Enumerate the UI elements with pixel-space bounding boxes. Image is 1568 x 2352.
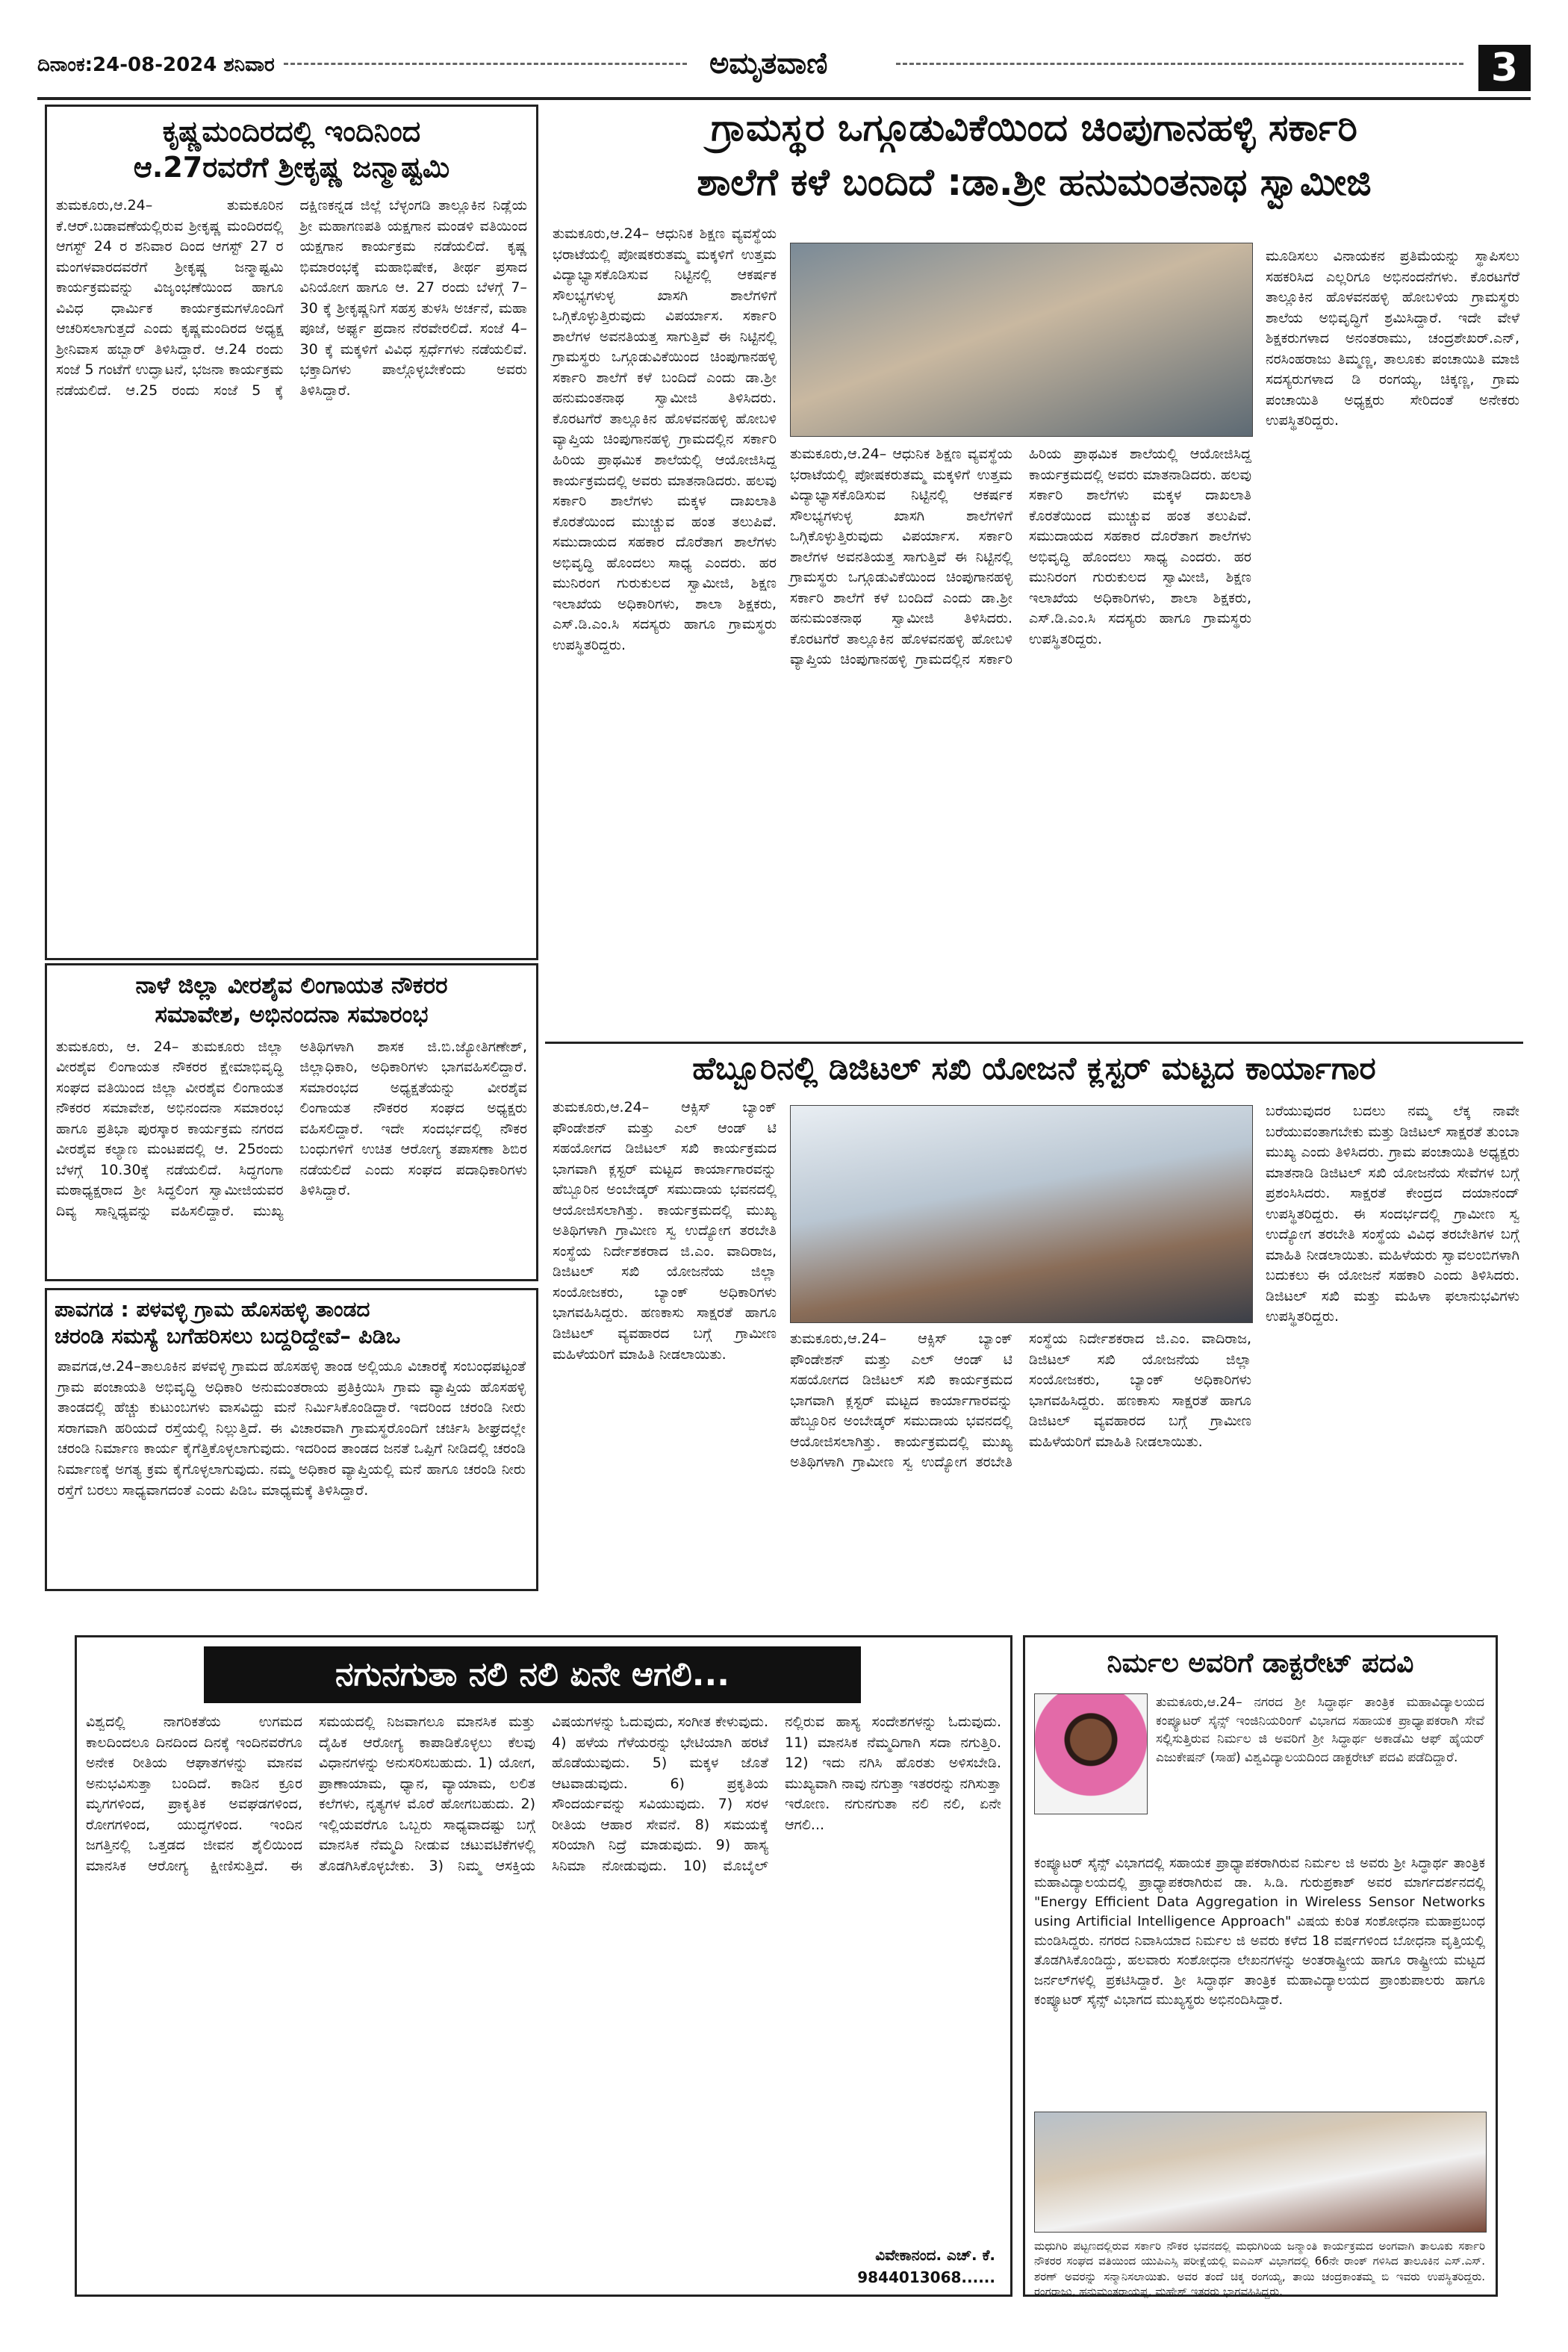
section-rule	[545, 1042, 1523, 1044]
headline: ಕೃಷ್ಣಮಂದಿರದಲ್ಲಿ ಇಂದಿನಿಂದ	[162, 115, 421, 148]
author-phone: 9844013068......	[857, 2268, 995, 2286]
newspaper-title: ಅಮೃತವಾಣಿ	[709, 46, 828, 81]
article-laugh	[75, 1635, 1012, 2297]
article-krishna	[45, 105, 538, 960]
digital-body-right: ಬರೆಯುವುದರ ಬದಲು ನಮ್ಮ ಲೆಕ್ಕ ನಾವೇ ಬರೆಯುವಂತಾಗಬೇಕು ಮತ್ತು ಡಿಜಿಟಲ್ ಸಾಕ್ಷರತೆ ತುಂಬಾ ಮುಖ್ಯ ಎಂದು ತಿಳಿಸಿದರು. ಗ್ರಾಮ ಪಂಚಾಯಿತಿ ಅಧ್ಯಕ್ಷರು ಮಾತನಾಡಿ ಡಿಜಿಟಲ್ ಸಖಿ ಯೋಜನೆಯ ಸೇವೆಗಳ ಬಗ್ಗೆ ಪ್ರಶಂಸಿಸಿದರು. ಸಾಕ್ಷರತೆ ಕೇಂದ್ರದ ದಯಾನಂದ್ ಉಪಸ್ಥಿತರಿದ್ದರು. ಈ ಸಂದರ್ಭದಲ್ಲಿ ಗ್ರಾಮೀಣ ಸ್ವ ಉದ್ಯೋಗ ತರಬೇತಿ ಸಂಸ್ಥೆಯ ವಿವಿಧ ತರಬೇತಿಗಳ ಬಗ್ಗೆ ಮಾಹಿತಿ ನೀಡಲಾಯಿತು. ಮಹಿಳೆಯರು ಸ್ವಾವಲಂಬಿಗಳಾಗಿ ಬದುಕಲು ಈ ಯೋಜನೆ ಸಹಕಾರಿ ಎಂದು ತಿಳಿಸಿದರು. ಡಿಜಿಟಲ್ ಸಖಿ ಮತ್ತು ಮಹಿಳಾ ಫಲಾನುಭವಿಗಳು ಉಪಸ್ಥಿತರಿದ್ದರು.	[1266, 1103, 1519, 1325]
headline-line-2: ಚರಂಡಿ ಸಮಸ್ಯೆ ಬಗೆಹರಿಸಲು ಬದ್ದರಿದ್ದೇವೆ– ಪಿಡಿಒ	[55, 1323, 401, 1348]
school-body-middle: ತುಮಕೂರು,ಆ.24– ಆಧುನಿಕ ಶಿಕ್ಷಣ ವ್ಯವಸ್ಥೆಯ ಭರಾಟೆಯಲ್ಲಿ ಪೋಷಕರುತಮ್ಮ ಮಕ್ಕಳಿಗೆ ಉತ್ತಮ ವಿದ್ಯಾಭ್ಯಾಸಕೊಡಿಸುವ ನಿಟ್ಟಿನಲ್ಲಿ ಆಕರ್ಷಕ ಸೌಲಭ್ಯಗಳುಳ್ಳ ಖಾಸಗಿ ಶಾಲೆಗಳಿಗೆ ಒಗ್ಗಿಕೊಳ್ಳುತ್ತಿರುವುದು ವಿಪರ್ಯಾಸ. ಸರ್ಕಾರಿ ಶಾಲೆಗಳ ಅವನತಿಯತ್ತ ಸಾಗುತ್ತಿವೆ ಈ ನಿಟ್ಟಿನಲ್ಲಿ ಗ್ರಾಮಸ್ಥರು ಒಗ್ಗೂಡುವಿಕೆಯಿಂದ ಚಿಂಪುಗಾನಹಳ್ಳಿ ಸರ್ಕಾರಿ ಶಾಲೆಗೆ ಕಳೆ ಬಂದಿದೆ ಎಂದು ಡಾ.ಶ್ರೀ ಹನುಮಂತನಾಥ ಸ್ವಾಮೀಜಿ ತಿಳಿಸಿದರು. ಕೊರಟಗೆರೆ ತಾಲ್ಲೂಕಿನ ಹೊಳವನಹಳ್ಳಿ ಹೋಬಳಿ ವ್ಯಾಪ್ತಿಯ ಚಿಂಪುಗಾನಹಳ್ಳಿ ಗ್ರಾಮದಲ್ಲಿನ ಸರ್ಕಾರಿ ಹಿರಿಯ ಪ್ರಾಥಮಿಕ ಶಾಲೆಯಲ್ಲಿ ಆಯೋಜಿಸಿದ್ದ ಕಾರ್ಯಕ್ರಮದಲ್ಲಿ ಅವರು ಮಾತನಾಡಿದರು. ಹಲವು ಸರ್ಕಾರಿ ಶಾಲೆಗಳು ಮಕ್ಕಳ ದಾಖಲಾತಿ ಕೊರತೆಯಿಂದ ಮುಚ್ಚುವ ಹಂತ ತಲುಪಿವೆ. ಸಮುದಾಯದ ಸಹಕಾರ ದೊರೆತಾಗ ಶಾಲೆಗಳು ಅಭಿವೃದ್ಧಿ ಹೊಂದಲು ಸಾಧ್ಯ ಎಂದರು. ಹರ ಮುನಿರಂಗ ಗುರುಕುಲದ ಸ್ವಾಮೀಜಿ, ಶಿಕ್ಷಣ ಇಲಾಖೆಯ ಅಧಿಕಾರಿಗಳು, ಶಾಲಾ ಶಿಕ್ಷಕರು, ಎಸ್.ಡಿ.ಎಂ.ಸಿ ಸದಸ್ಯರು ಹಾಗೂ ಗ್ರಾಮಸ್ಥರು ಉಪಸ್ಥಿತರಿದ್ದರು.	[790, 446, 1251, 668]
masthead-rule-right	[896, 63, 1463, 65]
workshop-photo	[790, 1105, 1253, 1323]
headline: ನಿರ್ಮಲ ಅವರಿಗೆ ಡಾಕ್ಟರೇಟ್ ಪದವಿ	[1107, 1648, 1414, 1679]
article-pavagada	[45, 1288, 538, 1591]
author-name: ವಿವೇಕಾನಂದ. ಎಚ್. ಕೆ.	[875, 2246, 995, 2264]
headline: ಗ್ರಾಮಸ್ಥರ ಒಗ್ಗೂಡುವಿಕೆಯಿಂದ ಚಿಂಪುಗಾನಹಳ್ಳಿ ಸರ್ಕಾರಿ	[711, 106, 1357, 149]
headline: ನಗುನಗುತಾ ನಲಿ ನಲಿ ಏನೇ ಆಗಲಿ...	[204, 1646, 861, 1703]
headline-line-2: ಆ.27ರವರೆಗೆ ಶ್ರೀಕೃಷ್ಣ ಜನ್ಮಾಷ್ಟಮಿ	[133, 150, 450, 184]
issue-date: ದಿನಾಂಕ:24-08-2024 ಶನಿವಾರ	[37, 54, 275, 76]
page-number: 3	[1478, 45, 1531, 91]
school-headline-block	[545, 105, 1523, 217]
digital-body-middle: ತುಮಕೂರು,ಆ.24– ಆಕ್ಸಿಸ್ ಬ್ಯಾಂಕ್ ಫೌಂಡೇಶನ್ ಮತ್ತು ಎಲ್ ಆಂಡ್ ಟಿ ಸಹಯೋಗದ ಡಿಜಿಟಲ್ ಸಖಿ ಕಾರ್ಯಕ್ರಮದ ಭಾಗವಾಗಿ ಕ್ಲಸ್ಟರ್ ಮಟ್ಟದ ಕಾರ್ಯಾಗಾರವನ್ನು ಹೆಬ್ಬೂರಿನ ಅಂಬೇಡ್ಕರ್ ಸಮುದಾಯ ಭವನದಲ್ಲಿ ಆಯೋಜಿಸಲಾಗಿತ್ತು. ಕಾರ್ಯಕ್ರಮದಲ್ಲಿ ಮುಖ್ಯ ಅತಿಥಿಗಳಾಗಿ ಗ್ರಾಮೀಣ ಸ್ವ ಉದ್ಯೋಗ ತರಬೇತಿ ಸಂಸ್ಥೆಯ ನಿರ್ದೇಶಕರಾದ ಜಿ.ಎಂ. ವಾದಿರಾಜ, ಡಿಜಿಟಲ್ ಸಖಿ ಯೋಜನೆಯ ಜಿಲ್ಲಾ ಸಂಯೋಜಕರು, ಬ್ಯಾಂಕ್ ಅಧಿಕಾರಿಗಳು ಭಾಗವಹಿಸಿದ್ದರು. ಹಣಕಾಸು ಸಾಕ್ಷರತೆ ಹಾಗೂ ಡಿಜಿಟಲ್ ವ್ಯವಹಾರದ ಬಗ್ಗೆ ಗ್ರಾಮೀಣ ಮಹಿಳೆಯರಿಗೆ ಮಾಹಿತಿ ನೀಡಲಾಯಿತು.	[790, 1331, 1251, 1471]
school-body-right: ಮೂಡಿಸಲು ವಿನಾಯಕನ ಪ್ರತಿಮೆಯನ್ನು ಸ್ಥಾಪಿಸಲು ಸಹಕರಿಸಿದ ಎಲ್ಲರಿಗೂ ಅಭಿನಂದನೆಗಳು. ಕೊರಟಗೆರೆ ತಾಲ್ಲೂಕಿನ ಹೊಳವನಹಳ್ಳಿ ಹೋಬಳಿಯ ಗ್ರಾಮಸ್ಥರು ಶಾಲೆಯ ಅಭಿವೃದ್ಧಿಗೆ ಶ್ರಮಿಸಿದ್ದಾರೆ. ಇದೇ ವೇಳೆ ಶಿಕ್ಷಕರುಗಳಾದ ಅನಂತರಾಮು, ಚಂದ್ರಶೇಖರ್.ಎನ್, ನರಸಿಂಹರಾಜು ತಿಮ್ಮಣ್ಣ, ತಾಲೂಕು ಪಂಚಾಯಿತಿ ಮಾಜಿ ಸದಸ್ಯರುಗಳಾದ ಡಿ ರಂಗಯ್ಯ, ಚಿಕ್ಕಣ್ಣ, ಗ್ರಾಮ ಪಂಚಾಯಿತಿ ಅಧ್ಯಕ್ಷರು ಸೇರಿದಂತೆ ಅನೇಕರು ಉಪಸ್ಥಿತರಿದ್ದರು.	[1266, 248, 1519, 429]
article-body-intro: ತುಮಕೂರು,ಆ.24– ನಗರದ ಶ್ರೀ ಸಿದ್ಧಾರ್ಥ ತಾಂತ್ರಿಕ ಮಹಾವಿದ್ಯಾಲಯದ ಕಂಪ್ಯೂಟರ್ ಸೈನ್ಸ್ ಇಂಜಿನಿಯರಿಂಗ್ ವಿಭಾಗದ ಸಹಾಯಕ ಪ್ರಾಧ್ಯಾಪಕರಾಗಿ ಸೇವೆ ಸಲ್ಲಿಸುತ್ತಿರುವ ನಿರ್ಮಲ ಜಿ ಅವರಿಗೆ ಶ್ರೀ ಸಿದ್ಧಾರ್ಥ ಅಕಾಡೆಮಿ ಆಫ್ ಹೈಯರ್ ಎಜುಕೇಷನ್ (ಸಾಹೆ) ವಿಶ್ವವಿದ್ಯಾಲಯದಿಂದ ಡಾಕ್ಟರೇಟ್ ಪದವಿ ಪಡೆದಿದ್ದಾರೆ.	[1156, 1695, 1484, 1765]
article-veerashaiva	[45, 963, 538, 1281]
article-doctorate	[1023, 1635, 1498, 2297]
headline-line-2: ಸಮಾವೇಶ, ಅಭಿನಂದನಾ ಸಮಾರಂಭ	[155, 1001, 429, 1028]
felicitation-photo	[1034, 2112, 1487, 2233]
article-body: ಪಾವಗಡ,ಆ.24–ತಾಲೂಕಿನ ಪಳವಳ್ಳಿ ಗ್ರಾಮದ ಹೊಸಹಳ್ಳಿ ತಾಂಡ ಅಲ್ಲಿಯೂ ವಿಚಾರಕ್ಕೆ ಸಂಬಂಧಪಟ್ಟಂತೆ ಗ್ರಾಮ ಪಂಚಾಯತಿ ಅಭಿವೃದ್ಧಿ ಅಧಿಕಾರಿ ಅನುಮಂತರಾಯ ಪ್ರತಿಕ್ರಿಯಿಸಿ ಗ್ರಾಮ ವ್ಯಾಪ್ತಿಯ ಹೊಸಹಳ್ಳಿ ತಾಂಡದಲ್ಲಿ ಹೆಚ್ಚು ಕುಟುಂಬಗಳು ವಾಸವಿದ್ದು ಮನೆ ನಿರ್ಮಿಸಿಕೊಂಡಿದ್ದಾರೆ. ಇದರಿಂದ ಚರಂಡಿ ನೀರು ಸರಾಗವಾಗಿ ಹರಿಯದೆ ರಸ್ತೆಯಲ್ಲಿ ನಿಲ್ಲುತ್ತಿದೆ. ಈ ವಿಚಾರವಾಗಿ ಗ್ರಾಮಸ್ಥರೊಂದಿಗೆ ಚರ್ಚಿಸಿ ಶೀಘ್ರದಲ್ಲೇ ಚರಂಡಿ ನಿರ್ಮಾಣ ಕಾರ್ಯ ಕೈಗೆತ್ತಿಕೊಳ್ಳಲಾಗುವುದು. ಇದರಿಂದ ತಾಂಡದ ಜನತೆ ಒಪ್ಪಿಗೆ ನೀಡಿದಲ್ಲಿ ಚರಂಡಿ ನಿರ್ಮಾಣಕ್ಕೆ ಅಗತ್ಯ ಕ್ರಮ ಕೈಗೊಳ್ಳಲಾಗುವುದು. ನಮ್ಮ ಅಧಿಕಾರ ವ್ಯಾಪ್ತಿಯಲ್ಲಿ ಮನೆ ಹಾಗೂ ಚರಂಡಿ ನೀರು ರಸ್ತೆಗೆ ಬರಲು ಸಾಧ್ಯವಾಗದಂತೆ ಎಂದು ಪಿಡಿಒ ಮಾಧ್ಯಮಕ್ಕೆ ತಿಳಿಸಿದ್ದಾರೆ.	[57, 1358, 526, 1499]
digital-headline: ಹೆಬ್ಬೂರಿನಲ್ಲಿ ಡಿಜಿಟಲ್ ಸಖಿ ಯೋಜನೆ ಕ್ಲಸ್ಟರ್ ಮಟ್ಟದ ಕಾರ್ಯಾಗಾರ	[692, 1050, 1376, 1086]
article-body-main: ಕಂಪ್ಯೂಟರ್ ಸೈನ್ಸ್ ವಿಭಾಗದಲ್ಲಿ ಸಹಾಯಕ ಪ್ರಾಧ್ಯಾಪಕರಾಗಿರುವ ನಿರ್ಮಲ ಜಿ ಅವರು ಶ್ರೀ ಸಿದ್ಧಾರ್ಥ ತಾಂತ್ರಿಕ ಮಹಾವಿದ್ಯಾಲಯದಲ್ಲಿ ಪ್ರಾಧ್ಯಾಪಕರಾಗಿರುವ ಡಾ. ಸಿ.ಡಿ. ಗುರುಪ್ರಕಾಶ್ ಅವರ ಮಾರ್ಗದರ್ಶನದಲ್ಲಿ "Energy Efficient Data Aggregation in Wireless Sensor Networks using Artificial Intelligence Approach" ವಿಷಯ ಕುರಿತ ಸಂಶೋಧನಾ ಮಹಾಪ್ರಬಂಧ ಮಂಡಿಸಿದ್ದರು. ನಗರದ ನಿವಾಸಿಯಾದ ನಿರ್ಮಲ ಜಿ ಅವರು ಕಳೆದ 18 ವರ್ಷಗಳಿಂದ ಬೋಧನಾ ವೃತ್ತಿಯಲ್ಲಿ ತೊಡಗಿಸಿಕೊಂಡಿದ್ದು, ಹಲವಾರು ಸಂಶೋಧನಾ ಲೇಖನಗಳನ್ನು ಅಂತರಾಷ್ಟ್ರೀಯ ಹಾಗೂ ರಾಷ್ಟ್ರೀಯ ಮಟ್ಟದ ಜರ್ನಲ್‌ಗಳಲ್ಲಿ ಪ್ರಕಟಿಸಿದ್ದಾರೆ. ಶ್ರೀ ಸಿದ್ಧಾರ್ಥ ತಾಂತ್ರಿಕ ಮಹಾವಿದ್ಯಾಲಯದ ಪ್ರಾಂಶುಪಾಲರು ಹಾಗೂ ಕಂಪ್ಯೂಟರ್ ಸೈನ್ಸ್ ವಿಭಾಗದ ಮುಖ್ಯಸ್ಥರು ಅಭಿನಂದಿಸಿದ್ದಾರೆ.	[1034, 1855, 1485, 2008]
digital-body-left: ತುಮಕೂರು,ಆ.24– ಆಕ್ಸಿಸ್ ಬ್ಯಾಂಕ್ ಫೌಂಡೇಶನ್ ಮತ್ತು ಎಲ್ ಆಂಡ್ ಟಿ ಸಹಯೋಗದ ಡಿಜಿಟಲ್ ಸಖಿ ಕಾರ್ಯಕ್ರಮದ ಭಾಗವಾಗಿ ಕ್ಲಸ್ಟರ್ ಮಟ್ಟದ ಕಾರ್ಯಾಗಾರವನ್ನು ಹೆಬ್ಬೂರಿನ ಅಂಬೇಡ್ಕರ್ ಸಮುದಾಯ ಭವನದಲ್ಲಿ ಆಯೋಜಿಸಲಾಗಿತ್ತು. ಕಾರ್ಯಕ್ರಮದಲ್ಲಿ ಮುಖ್ಯ ಅತಿಥಿಗಳಾಗಿ ಗ್ರಾಮೀಣ ಸ್ವ ಉದ್ಯೋಗ ತರಬೇತಿ ಸಂಸ್ಥೆಯ ನಿರ್ದೇಶಕರಾದ ಜಿ.ಎಂ. ವಾದಿರಾಜ, ಡಿಜಿಟಲ್ ಸಖಿ ಯೋಜನೆಯ ಜಿಲ್ಲಾ ಸಂಯೋಜಕರು, ಬ್ಯಾಂಕ್ ಅಧಿಕಾರಿಗಳು ಭಾಗವಹಿಸಿದ್ದರು. ಹಣಕಾಸು ಸಾಕ್ಷರತೆ ಹಾಗೂ ಡಿಜಿಟಲ್ ವ್ಯವಹಾರದ ಬಗ್ಗೆ ಗ್ರಾಮೀಣ ಮಹಿಳೆಯರಿಗೆ ಮಾಹಿತಿ ನೀಡಲಾಯಿತು.	[553, 1099, 777, 1363]
school-event-photo	[790, 243, 1253, 437]
portrait-photo	[1034, 1693, 1148, 1814]
headline: ಪಾವಗಡ : ಪಳವಳ್ಳಿ ಗ್ರಾಮ ಹೊಸಹಳ್ಳಿ ತಾಂಡದ	[55, 1297, 370, 1322]
masthead-rule-left	[284, 63, 687, 65]
article-body: ತುಮಕೂರು, ಆ. 24– ತುಮಕೂರು ಜಿಲ್ಲಾ ವೀರಶೈವ ಲಿಂಗಾಯತ ನೌಕರರ ಕ್ಷೇಮಾಭಿವೃದ್ಧಿ ಸಂಘದ ವತಿಯಿಂದ ಜಿಲ್ಲಾ ವೀರಶೈವ ಲಿಂಗಾಯತ ನೌಕರರ ಸಮಾವೇಶ, ಅಭಿನಂದನಾ ಸಮಾರಂಭ ಹಾಗೂ ಪ್ರತಿಭಾ ಪುರಸ್ಕಾರ ಕಾರ್ಯಕ್ರಮ ನಗರದ ವೀರಶೈವ ಕಲ್ಯಾಣ ಮಂಟಪದಲ್ಲಿ ಆ. 25ರಂದು ಬೆಳಗ್ಗೆ 10.30ಕ್ಕೆ ನಡೆಯಲಿದೆ. ಸಿದ್ಧಗಂಗಾ ಮಠಾಧ್ಯಕ್ಷರಾದ ಶ್ರೀ ಸಿದ್ಧಲಿಂಗ ಸ್ವಾಮೀಜಿಯವರ ದಿವ್ಯ ಸಾನ್ನಿಧ್ಯವನ್ನು ವಹಿಸಲಿದ್ದಾರೆ. ಮುಖ್ಯ ಅತಿಥಿಗಳಾಗಿ ಶಾಸಕ ಜಿ.ಬಿ.ಜ್ಯೋತಿಗಣೇಶ್, ಜಿಲ್ಲಾಧಿಕಾರಿ, ಅಧಿಕಾರಿಗಳು ಭಾಗವಹಿಸಲಿದ್ದಾರೆ. ಸಮಾರಂಭದ ಅಧ್ಯಕ್ಷತೆಯನ್ನು ವೀರಶೈವ ಲಿಂಗಾಯತ ನೌಕರರ ಸಂಘದ ಅಧ್ಯಕ್ಷರು ವಹಿಸಲಿದ್ದಾರೆ. ಇದೇ ಸಂದರ್ಭದಲ್ಲಿ ನೌಕರ ಬಂಧುಗಳಿಗೆ ಉಚಿತ ಆರೋಗ್ಯ ತಪಾಸಣಾ ಶಿಬಿರ ನಡೆಯಲಿದೆ ಎಂದು ಸಂಘದ ಪದಾಧಿಕಾರಿಗಳು ತಿಳಿಸಿದ್ದಾರೆ.	[56, 1038, 527, 1219]
headline-line-2: ಶಾಲೆಗೆ ಕಳೆ ಬಂದಿದೆ :ಡಾ.ಶ್ರೀ ಹನುಮಂತನಾಥ ಸ್ವಾಮೀಜಿ	[697, 160, 1372, 204]
photo-caption: ಮಧುಗಿರಿ ಪಟ್ಟಣದಲ್ಲಿರುವ ಸರ್ಕಾರಿ ನೌಕರ ಭವನದಲ್ಲಿ ಮಧುಗಿರಿಯ ಜನ್ಮಾಂತಿ ಕಾರ್ಯಕ್ರಮದ ಅಂಗವಾಗಿ ತಾಲೂಕು ಸರ್ಕಾರಿ ನೌಕರರ ಸಂಘದ ವತಿಯಿಂದ ಯುಪಿಎಸ್ಸಿ ಪರೀಕ್ಷೆಯಲ್ಲಿ ಐಎಎಸ್ ವಿಭಾಗದಲ್ಲಿ 66ನೇ ರಾಂಕ್ ಗಳಿಸಿದ ತಾಲೂಕಿನ ಎಸ್.ಎಸ್. ಶರಣ್ ಅವರನ್ನು ಸನ್ಮಾನಿಸಲಾಯಿತು. ಅವರ ತಂದೆ ಚಿಕ್ಕ ರಂಗಯ್ಯ, ತಾಯಿ ಚಂದ್ರಕಾಂತಮ್ಮ ಬಿ ಇವರು ಉಪಸ್ಥಿತರಿದ್ದರು. ರಂಗರಾಜು, ಹನುಮಂತರಾಯಪ್ಪ, ಮಹೇಶ್ ಇತರರು ಭಾಗವಹಿಸಿದ್ದರು.	[1034, 2239, 1485, 2298]
headline: ನಾಳೆ ಜಿಲ್ಲಾ ವೀರಶೈವ ಲಿಂಗಾಯತ ನೌಕರರ	[135, 972, 448, 999]
masthead	[37, 45, 1531, 100]
article-body: ವಿಶ್ವದಲ್ಲಿ ನಾಗರಿಕತೆಯ ಉಗಮದ ಕಾಲದಿಂದಲೂ ದಿನದಿಂದ ದಿನಕ್ಕೆ ಇಂದಿನವರೆಗೂ ಅನೇಕ ರೀತಿಯ ಆಘಾತಗಳನ್ನು ಮಾನವ ಅನುಭವಿಸುತ್ತಾ ಬಂದಿದೆ. ಕಾಡಿನ ಕ್ರೂರ ಮೃಗಗಳಿಂದ, ಪ್ರಾಕೃತಿಕ ಅವಘಡಗಳಿಂದ, ರೋಗಗಳಿಂದ, ಯುದ್ಧಗಳಿಂದ. ಇಂದಿನ ಜಗತ್ತಿನಲ್ಲಿ ಒತ್ತಡದ ಜೀವನ ಶೈಲಿಯಿಂದ ಮಾನಸಿಕ ಆರೋಗ್ಯ ಕ್ಷೀಣಿಸುತ್ತಿದೆ. ಈ ಸಮಯದಲ್ಲಿ ನಿಜವಾಗಲೂ ಮಾನಸಿಕ ಮತ್ತು ದೈಹಿಕ ಆರೋಗ್ಯ ಕಾಪಾಡಿಕೊಳ್ಳಲು ಕೆಲವು ವಿಧಾನಗಳನ್ನು ಅನುಸರಿಸಬಹುದು. 1) ಯೋಗ, ಪ್ರಾಣಾಯಾಮ, ಧ್ಯಾನ, ವ್ಯಾಯಾಮ, ಲಲಿತ ಕಲೆಗಳು, ನೃತ್ಯಗಳ ಮೊರೆ ಹೋಗಬಹುದು. 2) ಇಲ್ಲಿಯವರೆಗೂ ಒಬ್ಬರು ಸಾಧ್ಯವಾದಷ್ಟು ಬಗ್ಗೆ ಮಾನಸಿಕ ನೆಮ್ಮದಿ ನೀಡುವ ಚಟುವಟಿಕೆಗಳಲ್ಲಿ ತೊಡಗಿಸಿಕೊಳ್ಳಬೇಕು. 3) ನಿಮ್ಮ ಆಸಕ್ತಿಯ ವಿಷಯಗಳನ್ನು ಓದುವುದು, ಸಂಗೀತ ಕೇಳುವುದು. 4) ಹಳೆಯ ಗೆಳೆಯರನ್ನು ಭೇಟಿಯಾಗಿ ಹರಟೆ ಹೊಡೆಯುವುದು. 5) ಮಕ್ಕಳ ಜೊತೆ ಆಟವಾಡುವುದು. 6) ಪ್ರಕೃತಿಯ ಸೌಂದರ್ಯವನ್ನು ಸವಿಯುವುದು. 7) ಸರಳ ರೀತಿಯ ಆಹಾರ ಸೇವನೆ. 8) ಸಮಯಕ್ಕೆ ಸರಿಯಾಗಿ ನಿದ್ರೆ ಮಾಡುವುದು. 9) ಹಾಸ್ಯ ಸಿನಿಮಾ ನೋಡುವುದು. 10) ಮೊಬೈಲ್ ನಲ್ಲಿರುವ ಹಾಸ್ಯ ಸಂದೇಶಗಳನ್ನು ಓದುವುದು. 11) ಮಾನಸಿಕ ನೆಮ್ಮದಿಗಾಗಿ ಸದಾ ನಗುತ್ತಿರಿ. 12) ಇದು ನಗಿಸಿ ಹೊರತು ಅಳಿಸಬೇಡಿ. ಮುಖ್ಯವಾಗಿ ನಾವು ನಗುತ್ತಾ ಇತರರನ್ನು ನಗಿಸುತ್ತಾ ಇರೋಣ. ನಗುನಗುತಾ ನಲಿ ನಲಿ, ಏನೇ ಆಗಲಿ...	[86, 1714, 1001, 1874]
school-body-left: ತುಮಕೂರು,ಆ.24– ಆಧುನಿಕ ಶಿಕ್ಷಣ ವ್ಯವಸ್ಥೆಯ ಭರಾಟೆಯಲ್ಲಿ ಪೋಷಕರುತಮ್ಮ ಮಕ್ಕಳಿಗೆ ಉತ್ತಮ ವಿದ್ಯಾಭ್ಯಾಸಕೊಡಿಸುವ ನಿಟ್ಟಿನಲ್ಲಿ ಆಕರ್ಷಕ ಸೌಲಭ್ಯಗಳುಳ್ಳ ಖಾಸಗಿ ಶಾಲೆಗಳಿಗೆ ಒಗ್ಗಿಕೊಳ್ಳುತ್ತಿರುವುದು ವಿಪರ್ಯಾಸ. ಸರ್ಕಾರಿ ಶಾಲೆಗಳ ಅವನತಿಯತ್ತ ಸಾಗುತ್ತಿವೆ ಈ ನಿಟ್ಟಿನಲ್ಲಿ ಗ್ರಾಮಸ್ಥರು ಒಗ್ಗೂಡುವಿಕೆಯಿಂದ ಚಿಂಪುಗಾನಹಳ್ಳಿ ಸರ್ಕಾರಿ ಶಾಲೆಗೆ ಕಳೆ ಬಂದಿದೆ ಎಂದು ಡಾ.ಶ್ರೀ ಹನುಮಂತನಾಥ ಸ್ವಾಮೀಜಿ ತಿಳಿಸಿದರು. ಕೊರಟಗೆರೆ ತಾಲ್ಲೂಕಿನ ಹೊಳವನಹಳ್ಳಿ ಹೋಬಳಿ ವ್ಯಾಪ್ತಿಯ ಚಿಂಪುಗಾನಹಳ್ಳಿ ಗ್ರಾಮದಲ್ಲಿನ ಸರ್ಕಾರಿ ಹಿರಿಯ ಪ್ರಾಥಮಿಕ ಶಾಲೆಯಲ್ಲಿ ಆಯೋಜಿಸಿದ್ದ ಕಾರ್ಯಕ್ರಮದಲ್ಲಿ ಅವರು ಮಾತನಾಡಿದರು. ಹಲವು ಸರ್ಕಾರಿ ಶಾಲೆಗಳು ಮಕ್ಕಳ ದಾಖಲಾತಿ ಕೊರತೆಯಿಂದ ಮುಚ್ಚುವ ಹಂತ ತಲುಪಿವೆ. ಸಮುದಾಯದ ಸಹಕಾರ ದೊರೆತಾಗ ಶಾಲೆಗಳು ಅಭಿವೃದ್ಧಿ ಹೊಂದಲು ಸಾಧ್ಯ ಎಂದರು. ಹರ ಮುನಿರಂಗ ಗುರುಕುಲದ ಸ್ವಾಮೀಜಿ, ಶಿಕ್ಷಣ ಇಲಾಖೆಯ ಅಧಿಕಾರಿಗಳು, ಶಾಲಾ ಶಿಕ್ಷಕರು, ಎಸ್.ಡಿ.ಎಂ.ಸಿ ಸದಸ್ಯರು ಹಾಗೂ ಗ್ರಾಮಸ್ಥರು ಉಪಸ್ಥಿತರಿದ್ದರು.	[553, 225, 777, 653]
article-body: ತುಮಕೂರು,ಆ.24– ತುಮಕೂರಿನ ಕೆ.ಆರ್.ಬಡಾವಣೆಯಲ್ಲಿರುವ ಶ್ರೀಕೃಷ್ಣ ಮಂದಿರದಲ್ಲಿ ಆಗಸ್ಟ್ 24 ರ ಶನಿವಾರ ದಿಂದ ಆಗಸ್ಟ್ 27 ರ ಮಂಗಳವಾರದವರೆಗೆ ಶ್ರೀಕೃಷ್ಣ ಜನ್ಮಾಷ್ಟಮಿ ಕಾರ್ಯಕ್ರಮವನ್ನು ವಿಜೃಂಭಣೆಯಿಂದ ಹಾಗೂ ವಿವಿಧ ಧಾರ್ಮಿಕ ಕಾರ್ಯಕ್ರಮಗಳೊಂದಿಗೆ ಆಚರಿಸಲಾಗುತ್ತದೆ ಎಂದು ಕೃಷ್ಣಮಂದಿರದ ಅಧ್ಯಕ್ಷ ಶ್ರೀನಿವಾಸ ಹಬ್ಬಾರ್ ತಿಳಿಸಿದ್ದಾರೆ. ಆ.24 ರಂದು ಸಂಜೆ 5 ಗಂಟೆಗೆ ಉದ್ಘಾಟನೆ, ಭಜನಾ ಕಾರ್ಯಕ್ರಮ ನಡೆಯಲಿದೆ. ಆ.25 ರಂದು ಸಂಜೆ 5 ಕ್ಕೆ ದಕ್ಷಿಣಕನ್ನಡ ಜಿಲ್ಲೆ ಬೆಳ್ಳಂಗಡಿ ತಾಲ್ಲೂಕಿನ ನಿಡ್ಲೆಯ ಶ್ರೀ ಮಹಾಗಣಪತಿ ಯಕ್ಷಗಾನ ಮಂಡಳಿ ವತಿಯಿಂದ ಯಕ್ಷಗಾನ ಕಾರ್ಯಕ್ರಮ ನಡೆಯಲಿದೆ. ಕೃಷ್ಣ ಭಿಮಾರಂಭಕ್ಕೆ ಮಹಾಭಿಷೇಕ, ತೀರ್ಥ ಪ್ರಸಾದ ವಿನಿಯೋಗ ಹಾಗೂ ಆ. 27 ರಂದು ಬೆಳಗ್ಗೆ 7–30 ಕ್ಕೆ ಶ್ರೀಕೃಷ್ಣನಿಗೆ ಸಹಸ್ರ ತುಳಸಿ ಅರ್ಚನೆ, ಮಹಾ ಪೂಜೆ, ಅರ್ಘ್ಯ ಪ್ರದಾನ ನೆರವೇರಲಿದೆ. ಸಂಜೆ 4–30 ಕ್ಕೆ ಮಕ್ಕಳಿಗೆ ವಿವಿಧ ಸ್ಪರ್ಧೆಗಳು ನಡೆಯಲಿವೆ. ಭಕ್ತಾದಿಗಳು ಪಾಲ್ಗೊಳ್ಳಬೇಕೆಂದು ಅವರು ತಿಳಿಸಿದ್ದಾರೆ.	[56, 197, 527, 399]
